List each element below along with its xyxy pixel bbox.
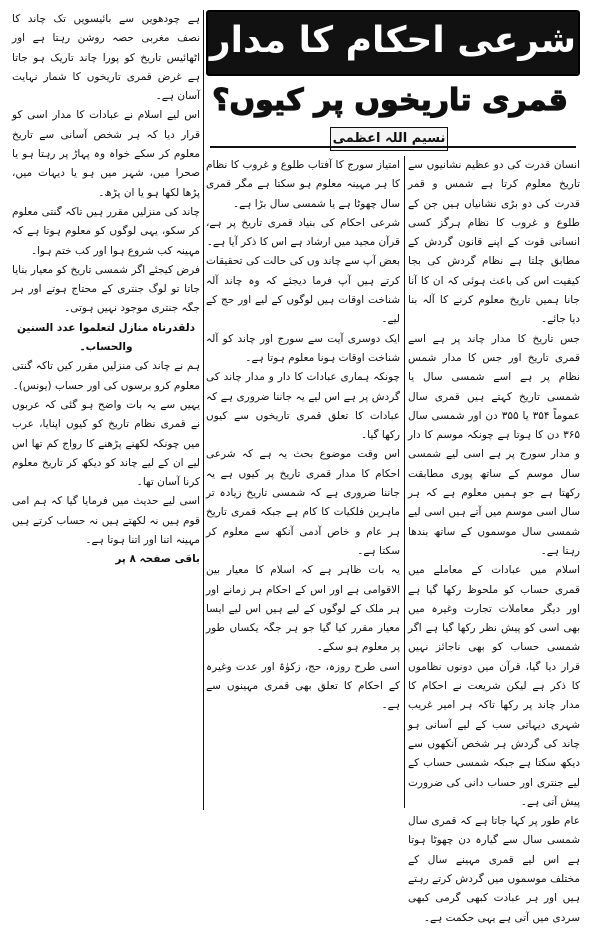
paragraph: چاند کی منزلیں مقرر ہیں تاکہ گنتی معلوم کر سکو، یہی لوگوں کو معلوم ہوتا ہے کہ مہینہ کب شروع ہوا اور کب ختم ہوا۔ xyxy=(12,205,200,257)
paragraph: فرض کیجئے اگر شمسی تاریخ کو معیار بنایا جاتا تو لوگ جنتری کے محتاج ہوتے اور ہر جگہ جنتری موجود نہیں ہوتی۔ xyxy=(12,263,200,315)
column-right xyxy=(408,156,580,924)
article-title: شرعی احکام کا مدار xyxy=(209,20,577,61)
paragraph: بعض آپ سے چاند وں کی حالت کی تحقیقات کرتے ہیں آپ فرما دیجئے کہ وہ چاند آلہ شناخت اوقات ہیں لوگوں کے لیے اور حج کے لیے۔ xyxy=(206,255,400,326)
title-banner xyxy=(206,10,580,76)
paragraph: اس وقت موضوع بحث یہ ہے کہ شرعی احکام کا مدار قمری تاریخ پر کیوں ہے یہ جاننا ضروری ہے کہ شمسی تاریخ زیادہ تر ماہرین فلکیات کا کام ہے جبکہ قمری تاریخ ہر عام و خاص آدمی آنکھ سے معلوم کر سکتا ہے۔ xyxy=(206,448,400,557)
paragraph: ہے چودھویں سے بائیسویں تک چاند کا نصف مغربی حصہ روشن رہتا ہے اور اٹھائیس تاریخ کو پورا چاند تاریک ہو جاتا ہے غرض قمری تاریخوں کا شمار نہایت آسان ہے۔ xyxy=(12,13,200,103)
column-divider-left xyxy=(203,10,204,810)
paragraph: عام طور پر کہا جاتا ہے کہ قمری سال شمسی سال سے گیارہ دن چھوٹا ہوتا ہے اس لیے قمری مہینے سال کے مختلف موسموں میں گردش کرتے رہتے ہیں اور ہر عبادت کبھی گرمی کبھی سردی میں آتی ہے یہی حکمت ہے۔ xyxy=(408,815,580,924)
byline-divider xyxy=(210,146,576,148)
paragraph: اسی لیے حدیث میں فرمایا گیا کہ ہم امی قوم ہیں نہ لکھتے ہیں نہ حساب کرتے ہیں مہینہ اتنا اور اتنا ہوتا ہے۔ xyxy=(12,495,200,547)
article-subtitle: قمری تاریخوں پر کیوں؟ xyxy=(212,83,568,118)
continued-note: باقی صفحہ ۸ پر xyxy=(115,553,200,566)
paragraph: چونکہ ہماری عبادات کا دار و مدار چاند کی گردش پر ہے اس لیے یہ جاننا ضروری ہے کہ عبادات کا تعلق قمری تاریخوں سے کیوں رکھا گیا۔ xyxy=(206,371,400,442)
paragraph: یہیں سے یہ بات واضح ہو گئی کہ عربوں نے قمری نظام تاریخ کو کیوں اپنایا، عرب میں چونکہ لکھنے پڑھنے کا رواج کم تھا اس لیے ان کے لیے چاند کو دیکھ کر تاریخ معلوم کرنا آسان تھا۔ xyxy=(12,398,200,489)
paragraph: امتیاز سورج کا آفتاب طلوع و غروب کا نظام کا ہر مہینہ معلوم ہو سکتا ہے مگر قمری سال چھوٹا ہے یا شمسی سال بڑا ہے۔ xyxy=(206,159,400,210)
paragraph: اسلام میں عبادات کے معاملے میں قمری حساب کو ملحوظ رکھا گیا ہے اور دیگر معاملات تجارت وغیرہ میں بھی اسی کو پیش نظر رکھا گیا ہے اگر شمسی حساب کو بھی ناجائز نہیں قرار دیا گیا، قرآن میں دونوں نظاموں کا ذکر ہے لیکن شریعت نے احکام کا مدار چاند پر رکھا تاکہ ہر امیر غریب شہری دیہاتی سب کے لیے آسانی ہو چاند کی گردش ہر شخص آنکھوں سے دیکھ سکتا ہے جبکہ شمسی حساب کے لیے جنتری اور حساب دانی کی ضرورت پیش آتی ہے۔ xyxy=(408,564,580,808)
column-left xyxy=(12,10,200,810)
paragraph: اسی طرح روزہ، حج، زکوٰۃ اور عدت وغیرہ کے احکام کا تعلق بھی قمری مہینوں سے ہے۔ xyxy=(206,660,400,712)
column-middle xyxy=(206,156,400,808)
paragraph: یہ بات ظاہر ہے کہ اسلام کا معیار بین الاقوامی ہے اور اس کے احکام ہر زمانے اور ہر ملک کے لوگوں کے لیے ہیں اس لیے ایسا معیار مقرر کیا گیا جو ہر جگہ یکساں طور پر معلوم ہو سکے۔ xyxy=(206,564,400,654)
paragraph: شرعی احکام کی بنیاد قمری تاریخ پر ہے، قرآن مجید میں ارشاد ہے اس کا ذکر آیا ہے۔ xyxy=(206,216,400,249)
paragraph: اس لیے اسلام نے عبادات کا مدار اسی کو قرار دیا کہ ہر شخص آسانی سے تاریخ معلوم کر سکے خواہ وہ پہاڑ پر رہتا ہو یا صحرا میں، شہر میں ہو یا دیہات میں، پڑھا لکھا ہو یا ان پڑھ۔ xyxy=(12,109,200,199)
paragraph: انسان قدرت کی دو عظیم نشانیوں سے تاریخ معلوم کرتا ہے شمس و قمر قدرت کی دو بڑی نشانیاں ہیں جن کے طلوع و غروب کا نظام ہرگز کسی انسانی قوت کے اپنے قانون گردش کے مطابق چلتا ہے نظام گردش کی بجا کیفیت اس کی باعث ہوئی کہ ان کا آنا جانا ہمیں تاریخ معلوم کرنے کا آلہ بنا دیا جائے۔ xyxy=(408,159,580,326)
author-name: نسیم اللہ اعظمی xyxy=(332,131,446,146)
paragraph: ایک دوسری آیت سے سورج اور چاند کو آلہ شناخت اوقات ہونا معلوم ہوتا ہے۔ xyxy=(206,332,400,364)
column-divider-right xyxy=(404,156,405,808)
paragraph: ہم نے چاند کی منزلیں مقرر کیں تاکہ گنتی معلوم کرو برسوں کی اور حساب (یونس)۔ xyxy=(12,360,200,392)
paragraph: جس تاریخ کا مدار چاند پر ہے اسے قمری تاریخ اور جس کا مدار شمس نظام پر ہے اسے شمسی سال یا شمسی تاریخ کہتے ہیں قمری سال عموماً ۳۵۴ یا ۳۵۵ دن اور شمسی سال ۳۶۵ دن کا ہوتا ہے چونکہ موسم کا دار و مدار سورج پر ہے اسی لیے شمسی سال موسم کے ساتھ پوری مطابقت رکھتا ہے جو ہمیں معلوم ہے کہ ہر سال اسی موسم میں آتے ہیں اسی لیے شمسی سال موسموں کے ساتھ بندھا رہتا ہے۔ xyxy=(408,332,580,557)
quran-verse: دلقدرناہ منازل لتعلموا عدد السنین والحساب۔ xyxy=(16,321,196,354)
